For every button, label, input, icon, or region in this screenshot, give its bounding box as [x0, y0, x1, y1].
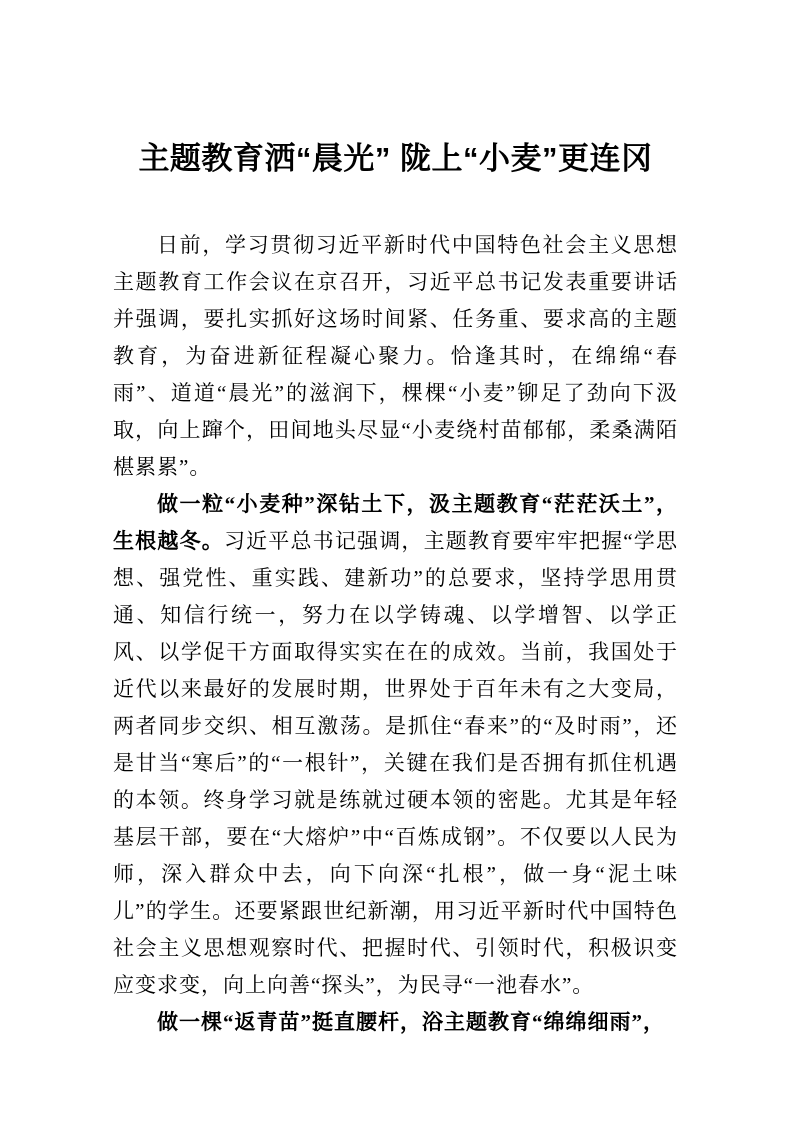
document-content	[113, 140, 678, 1041]
paragraph-2-text: 习近平总书记强调，主题教育要牢牢把握“学思想、强党性、重实践、建新功”的总要求，坚持学思用贯通、知信行统一，努力在以学铸魂、以学增智、以学正风、以学促干方面取得实实在在的成效。当前，我国处于近代以来最好的发展时期，世界处于百年未有之大变局，两者同步交织、相互激荡。是抓住“春来”的“及时雨”，还是甘当“寒后”的“一根针”，关键在我们是否拥有抓住机遇的本领。终身学习就是练就过硬本领的密匙。尤其是年轻基层干部，要在“大熔炉”中“百炼成钢”。不仅要以人民为师，深入群众中去，向下向深“扎根”，做一身“泥土味儿”的学生。还要紧跟世纪新潮，用习近平新时代中国特色社会主义思想观察时代、把握时代、引领时代，积极识变应变求变，向上向善“探头”，为民寻“一池春水”。	[113, 529, 678, 997]
document-title: 主题教育洒“晨光” 陇上“小麦”更连冈	[138, 141, 653, 176]
paragraph-2-lead: 做一粒“小麦种”深钻土下，汲主题教育“茫茫沃土”，生根越冬。	[113, 492, 678, 553]
paragraph-1	[113, 227, 678, 486]
paragraph-1-text: 日前，学习贯彻习近平新时代中国特色社会主义思想主题教育工作会议在京召开，习近平总书记发表重要讲话并强调，要扎实抓好这场时间紧、任务重、要求高的主题教育，为奋进新征程凝心聚力。恰逢其时，在绵绵“春雨”、道道“晨光”的滋润下，棵棵“小麦”铆足了劲向下汲取，向上蹿个，田间地头尽显“小麦绕村苗郁郁，柔桑满陌椹累累”。	[113, 233, 678, 479]
paragraph-3	[113, 1004, 678, 1041]
paragraph-2	[113, 486, 678, 1004]
paragraph-3-lead: 做一棵“返青苗”挺直腰杆，浴主题教育“绵绵细雨”，	[157, 1010, 665, 1034]
